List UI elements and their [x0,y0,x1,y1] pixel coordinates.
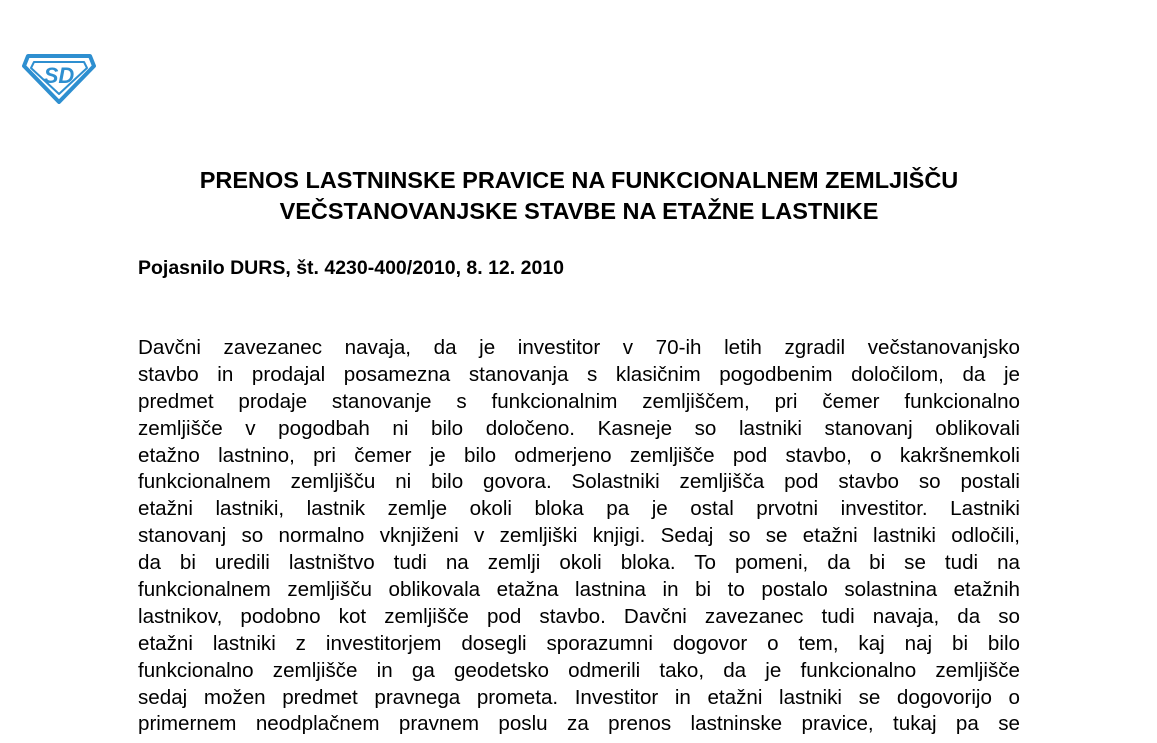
logo-text: SD [43,63,75,88]
document-title [138,165,1020,227]
title-line-1: PRENOS LASTNINSKE PRAVICE NA FUNKCIONALNEM ZEMLJIŠČU [199,167,959,193]
company-logo [22,50,96,104]
body-line: lastnikov, podobno kot zemljišče pod stavbo. Davčni zavezanec tudi navaja, da so [138,604,1020,628]
body-line: funkcionalno zemljišče in ga geodetsko odmerili tako, da je funkcionalno zemljišče [138,658,1020,682]
body-line: Davčni zavezanec navaja, da je investitor v 70-ih letih zgradil večstanovanjsko [138,336,1020,359]
title-line-2: VEČSTANOVANJSKE STAVBE NA ETAŽNE LASTNIKE [279,198,879,224]
document-subtitle: Pojasnilo DURS, št. 4230-400/2010, 8. 12. 2010 [138,257,564,279]
shield-logo-icon [22,50,96,104]
body-line: etažni lastniki, lastnik zemlje okoli bloka pa je ostal prvotni investitor. Lastniki [138,497,1020,521]
body-line: predmet prodaje stanovanje s funkcionalnim zemljiščem, pri čemer funkcionalno [138,389,1020,413]
body-line: primernem neodplačnem pravnem poslu za prenos lastninske pravice, tukaj pa se [138,712,1020,736]
body-line: stavbo in prodajal posamezna stanovanja s klasičnim pogodbenim določilom, da je [138,362,1020,386]
body-line: da bi uredili lastništvo tudi na zemlji okoli bloka. To pomeni, da bi se tudi na [138,551,1020,575]
body-line: zemljišče v pogodbah ni bilo določeno. Kasneje so lastniki stanovanj oblikovali [138,416,1020,440]
body-line: funkcionalnem zemljišču ni bilo govora. Solastniki zemljišča pod stavbo so postali [138,470,1020,494]
body-line: etažno lastnino, pri čemer je bilo odmerjeno zemljišče pod stavbo, o kakršnemkoli [138,443,1020,467]
body-line: stanovanj so normalno vknjiženi v zemljiški knjigi. Sedaj so se etažni lastniki odločili, [138,524,1020,548]
body-line: sedaj možen predmet pravnega prometa. Investitor in etažni lastniki se dogovorijo o [138,685,1020,709]
body-paragraph [138,335,1020,738]
body-line: funkcionalnem zemljišču oblikovala etažna lastnina in bi to postalo solastnina etažnih [138,578,1020,602]
body-line: etažni lastniki z investitorjem dosegli sporazumni dogovor o tem, kaj naj bi bilo [138,631,1020,655]
